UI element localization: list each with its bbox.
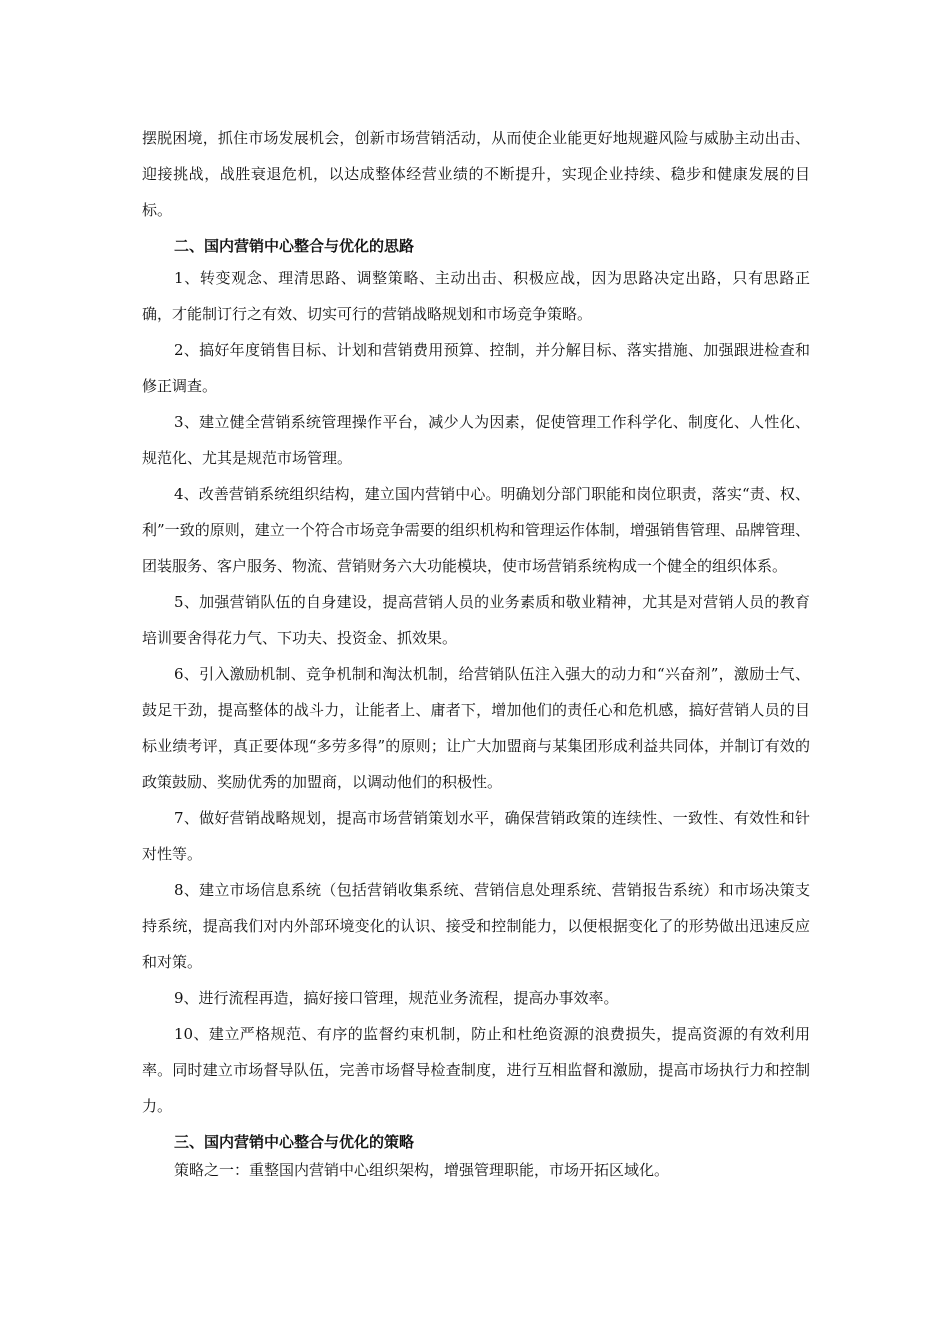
list-item: 1、转变观念、理清思路、调整策略、主动出击、积极应战，因为思路决定出路，只有思路正确，才能制订行之有效、切实可行的营销战略规划和市场竞争策略。 (142, 269, 810, 323)
list-item: 3、建立健全营销系统管理操作平台，减少人为因素，促使管理工作科学化、制度化、人性化、规范化、尤其是规范市场管理。 (142, 413, 810, 467)
list-item: 9、进行流程再造，搞好接口管理，规范业务流程，提高办事效率。 (174, 989, 619, 1007)
document-page (142, 120, 810, 1184)
list-item: 2、搞好年度销售目标、计划和营销费用预算、控制，并分解目标、落实措施、加强跟进检查和修正调查。 (142, 341, 810, 395)
section-3-heading: 三、国内营销中心整合与优化的策略 (174, 1133, 415, 1151)
list-item: 10、建立严格规范、有序的监督约束机制，防止和杜绝资源的浪费损失，提高资源的有效利用率。同时建立市场督导队伍，完善市场督导检查制度，进行互相监督和激励，提高市场执行力和控制力。 (142, 1025, 810, 1115)
section-2-heading: 二、国内营销中心整合与优化的思路 (174, 237, 415, 255)
list-item: 7、做好营销战略规划，提高市场营销策划水平，确保营销政策的连续性、一致性、有效性和针对性等。 (142, 809, 810, 863)
list-item: 4、改善营销系统组织结构，建立国内营销中心。明确划分部门职能和岗位职责，落实“责、权、利”一致的原则，建立一个符合市场竞争需要的组织机构和管理运作体制，增强销售管理、品牌管理、团装服务、客户服务、物流、营销财务六大功能模块，使市场营销系统构成一个健全的组织体系。 (142, 485, 810, 575)
list-item: 5、加强营销队伍的自身建设，提高营销人员的业务素质和敬业精神，尤其是对营销人员的教育培训要舍得花力气、下功夫、投资金、抓效果。 (142, 593, 810, 647)
intro-paragraph: 摆脱困境，抓住市场发展机会，创新市场营销活动，从而使企业能更好地规避风险与威胁主动出击、迎接挑战，战胜衰退危机，以达成整体经营业绩的不断提升，实现企业持续、稳步和健康发展的目标。 (142, 129, 810, 219)
list-item: 8、建立市场信息系统（包括营销收集系统、营销信息处理系统、营销报告系统）和市场决策支持系统，提高我们对内外部环境变化的认识、接受和控制能力，以便根据变化了的形势做出迅速反应和对策。 (142, 881, 810, 971)
strategy-1-paragraph: 策略之一：重整国内营销中心组织架构，增强管理职能，市场开拓区域化。 (174, 1161, 670, 1179)
list-item: 6、引入激励机制、竞争机制和淘汰机制，给营销队伍注入强大的动力和“兴奋剂”，激励士气、鼓足干劲，提高整体的战斗力，让能者上、庸者下，增加他们的责任心和危机感，搞好营销人员的目标业绩考评，真正要体现“多劳多得”的原则；让广大加盟商与某集团形成利益共同体，并制订有效的政策鼓励、奖励优秀的加盟商，以调动他们的积极性。 (142, 665, 810, 791)
